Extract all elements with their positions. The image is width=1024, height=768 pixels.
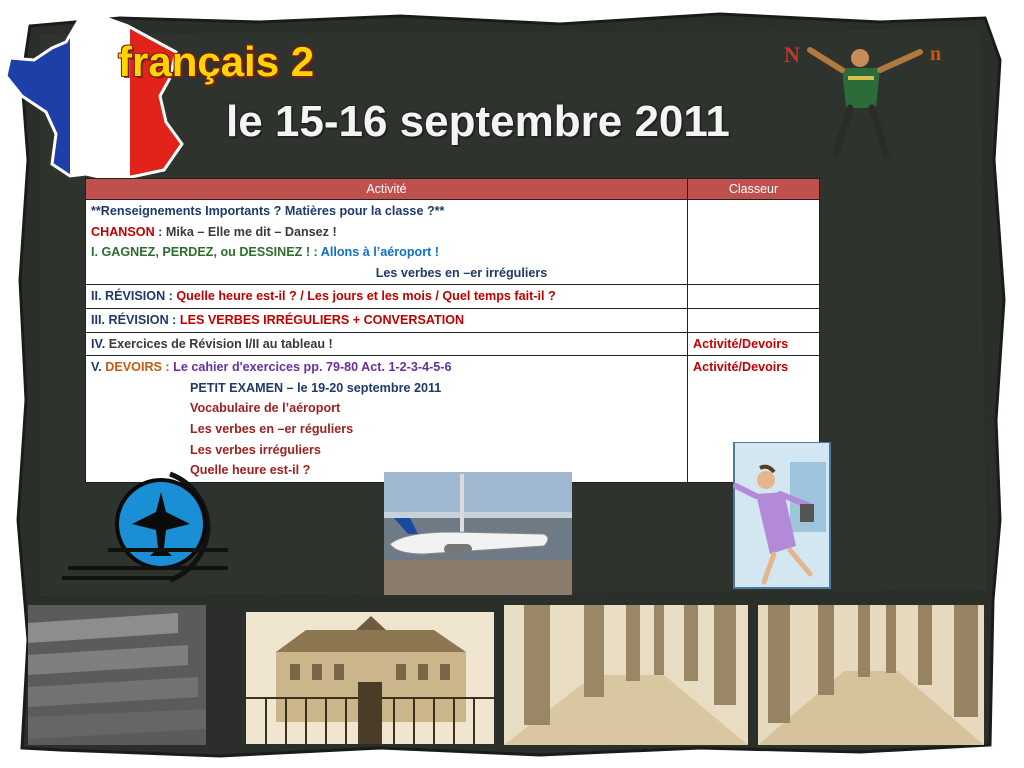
row2-prefix: II. [91,289,105,304]
table-row [86,285,820,309]
row4-text: Exercices de Révision I/II au tableau ! [108,336,333,351]
row5-prefix: V. [91,360,106,375]
slide-title: français 2 [118,38,315,85]
row5-item: Les verbes en –er réguliers [190,421,354,436]
running-woman-clipart [730,442,832,592]
row1-chanson-text: : Mika – Elle me dit – Dansez ! [154,224,337,239]
chateau-photo [246,612,494,744]
row2-activity [86,285,688,309]
colonnade-photo [504,605,748,745]
schedule-table [85,178,820,483]
row5-text: Le cahier d'exercices pp. 79-80 Act. 1-2-3-4-5-6 [173,360,452,375]
table-row [86,308,820,332]
dancer-clipart [780,38,950,160]
svg-text:n: n [930,43,942,65]
svg-text:N: N [784,42,800,67]
header-classeur: Classeur [688,179,820,200]
france-map-flag [0,4,215,184]
row2-text: Quelle heure est-il ? / Les jours et les mois / Quel temps fait-il ? [176,289,556,304]
header-activite: Activité [86,179,688,200]
staircase-photo [28,605,238,745]
row3-activity [86,308,688,332]
row5-activity [86,356,688,483]
table-row [86,332,820,356]
row5-item: Les verbes irréguliers [190,442,321,457]
row3-classeur [688,308,820,332]
row5-item: Quelle heure est-il ? [190,463,311,478]
row4-prefix: IV. [91,336,109,351]
row3-text: LES VERBES IRRÉGULIERS + CONVERSATION [179,312,465,327]
row3-label: RÉVISION : [108,312,180,327]
row1-verbs: Les verbes en –er irréguliers [375,265,548,280]
table-row [86,356,820,483]
row1-classeur [688,200,820,285]
table-row [86,200,820,285]
row4-classeur: Activité/Devoirs [688,332,820,356]
row2-label: RÉVISION : [105,289,177,304]
row1-chanson-label: CHANSON [91,224,155,239]
row5-label: DEVOIRS : [105,360,174,375]
row1-activity [86,200,688,285]
row1-game-text: Allons à l’aéroport ! [317,245,439,260]
row5-exam: PETIT EXAMEN – le 19-20 septembre 2011 [190,380,442,395]
row1-line1: **Renseignements Importants ? Matières pour la classe ?** [91,204,445,218]
row1-game-label: I. GAGNEZ, PERDEZ, ou DESSINEZ ! : [91,245,318,260]
row5-classeur: Activité/Devoirs [688,356,820,483]
row4-activity [86,332,688,356]
airport-photo [384,472,572,595]
row5-item: Vocabulaire de l’aéroport [190,401,341,416]
table-header-row [86,179,820,200]
colonnade-photo [758,605,984,745]
slide-date: le 15-16 septembre 2011 [226,97,730,146]
airplane-icon [58,468,238,588]
row2-classeur [688,285,820,309]
row3-prefix: III. [91,312,109,327]
